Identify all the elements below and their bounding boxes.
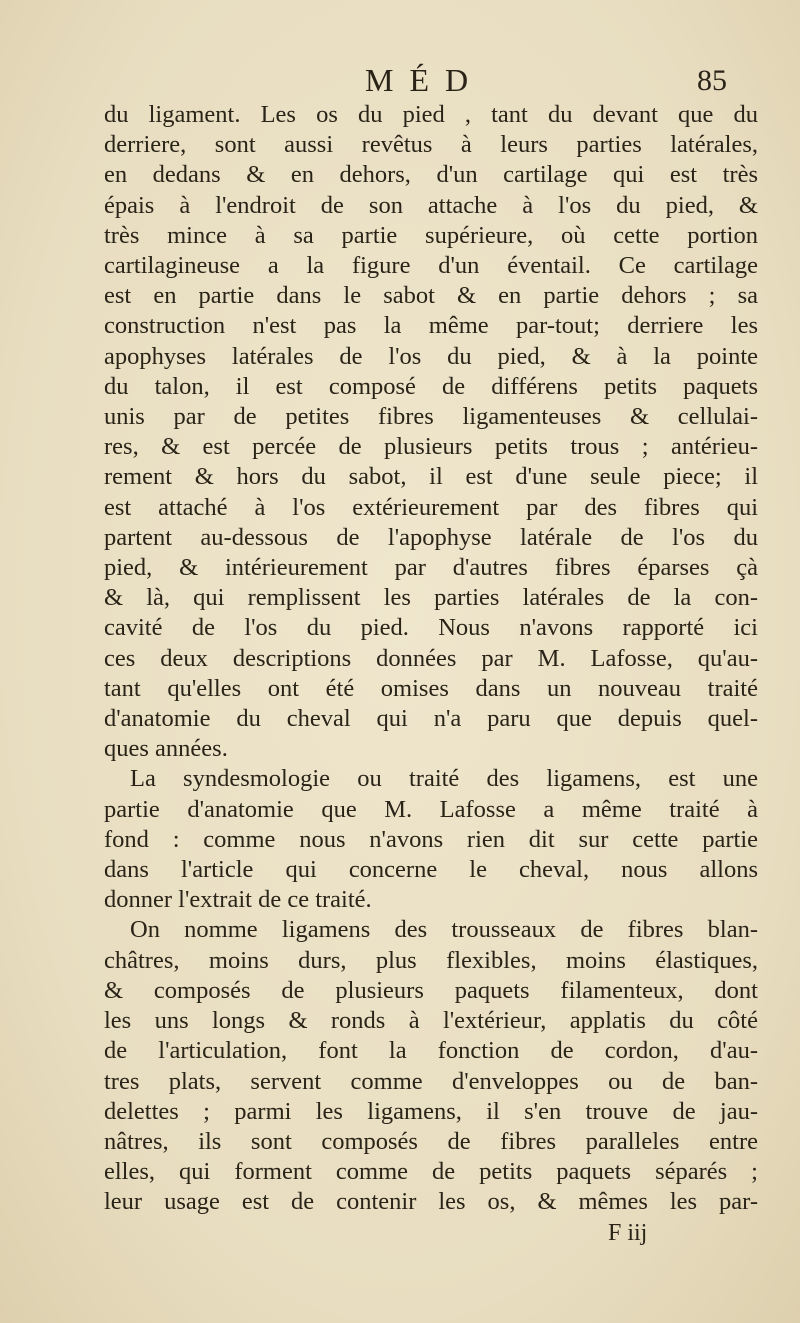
text-line: rement & hors du sabot, il est d'une seule piece; il [104,463,758,491]
text-line: du talon, il est composé de différens petits paquets [104,372,758,400]
text-line: construction n'est pas la même par-tout; derriere les [104,312,758,340]
text-line: pied, & intérieurement par d'autres fibres éparses çà [104,554,758,582]
text-line: de l'articulation, font la fonction de cordon, d'au- [104,1037,758,1065]
text-line: On nomme ligamens des trousseaux de fibres blan- [130,916,758,944]
signature-mark: F iij [608,1220,648,1246]
text-line: & là, qui remplissent les parties latérales de la con- [104,584,758,612]
text-line: partie d'anatomie que M. Lafosse a même traité à [104,795,758,823]
text-line: ques années. [104,735,228,763]
text-line: ces deux descriptions données par M. Lafosse, qu'au- [104,644,758,672]
text-line: donner l'extrait de ce traité. [104,886,372,914]
text-line: nâtres, ils sont composés de fibres paralleles entre [104,1127,758,1155]
text-line: delettes ; parmi les ligamens, il s'en trouve de jau- [104,1097,758,1125]
text-line: leur usage est de contenir les os, & mêmes les par- [104,1188,758,1216]
text-line: res, & est percée de plusieurs petits trous ; antérieu- [104,433,758,461]
text-line: partent au-dessous de l'apophyse latérale de l'os du [104,523,758,551]
text-line: tant qu'elles ont été omises dans un nouveau traité [104,674,758,702]
text-line: est attaché à l'os extérieurement par des fibres qui [104,493,758,521]
text-line: les uns longs & ronds à l'extérieur, applatis du côté [104,1007,758,1035]
body-text [104,100,758,1218]
text-line: elles, qui forment comme de petits paquets séparés ; [104,1158,758,1186]
paragraph-3 [104,915,758,1217]
text-line: est en partie dans le sabot & en partie dehors ; sa [104,282,758,310]
text-line: cavité de l'os du pied. Nous n'avons rapporté ici [104,614,758,642]
paragraph-1 [104,100,758,764]
text-line: derriere, sont aussi revêtus à leurs parties latérales, [104,131,758,159]
text-line: du ligament. Les os du pied , tant du devant que du [104,101,758,128]
paragraph-2 [104,764,758,915]
text-line: fond : comme nous n'avons rien dit sur cette partie [104,825,758,853]
text-line: dans l'article qui concerne le cheval, nous allons [104,856,758,884]
page-number: 85 [697,64,727,97]
text-line: & composés de plusieurs paquets filamenteux, dont [104,976,758,1004]
text-line: très mince à sa partie supérieure, où cette portion [104,221,758,249]
text-line: unis par de petites fibres ligamenteuses & cellulai- [104,403,758,431]
text-line: tres plats, servent comme d'enveloppes ou de ban- [104,1067,758,1095]
text-line: cartilagineuse a la figure d'un éventail. Ce cartilage [104,252,758,280]
text-line: épais à l'endroit de son attache à l'os du pied, & [104,191,758,219]
text-line: d'anatomie du cheval qui n'a paru que depuis quel- [104,705,758,733]
text-line: apophyses latérales de l'os du pied, & à la pointe [104,342,758,370]
running-head [0,62,800,102]
text-line: La syndesmologie ou traité des ligamens, est une [130,765,758,793]
text-line: châtres, moins durs, plus flexibles, moins élastiques, [104,946,758,974]
text-line: en dedans & en dehors, d'un cartilage qui est très [104,161,758,189]
running-title: MÉD [365,62,485,98]
